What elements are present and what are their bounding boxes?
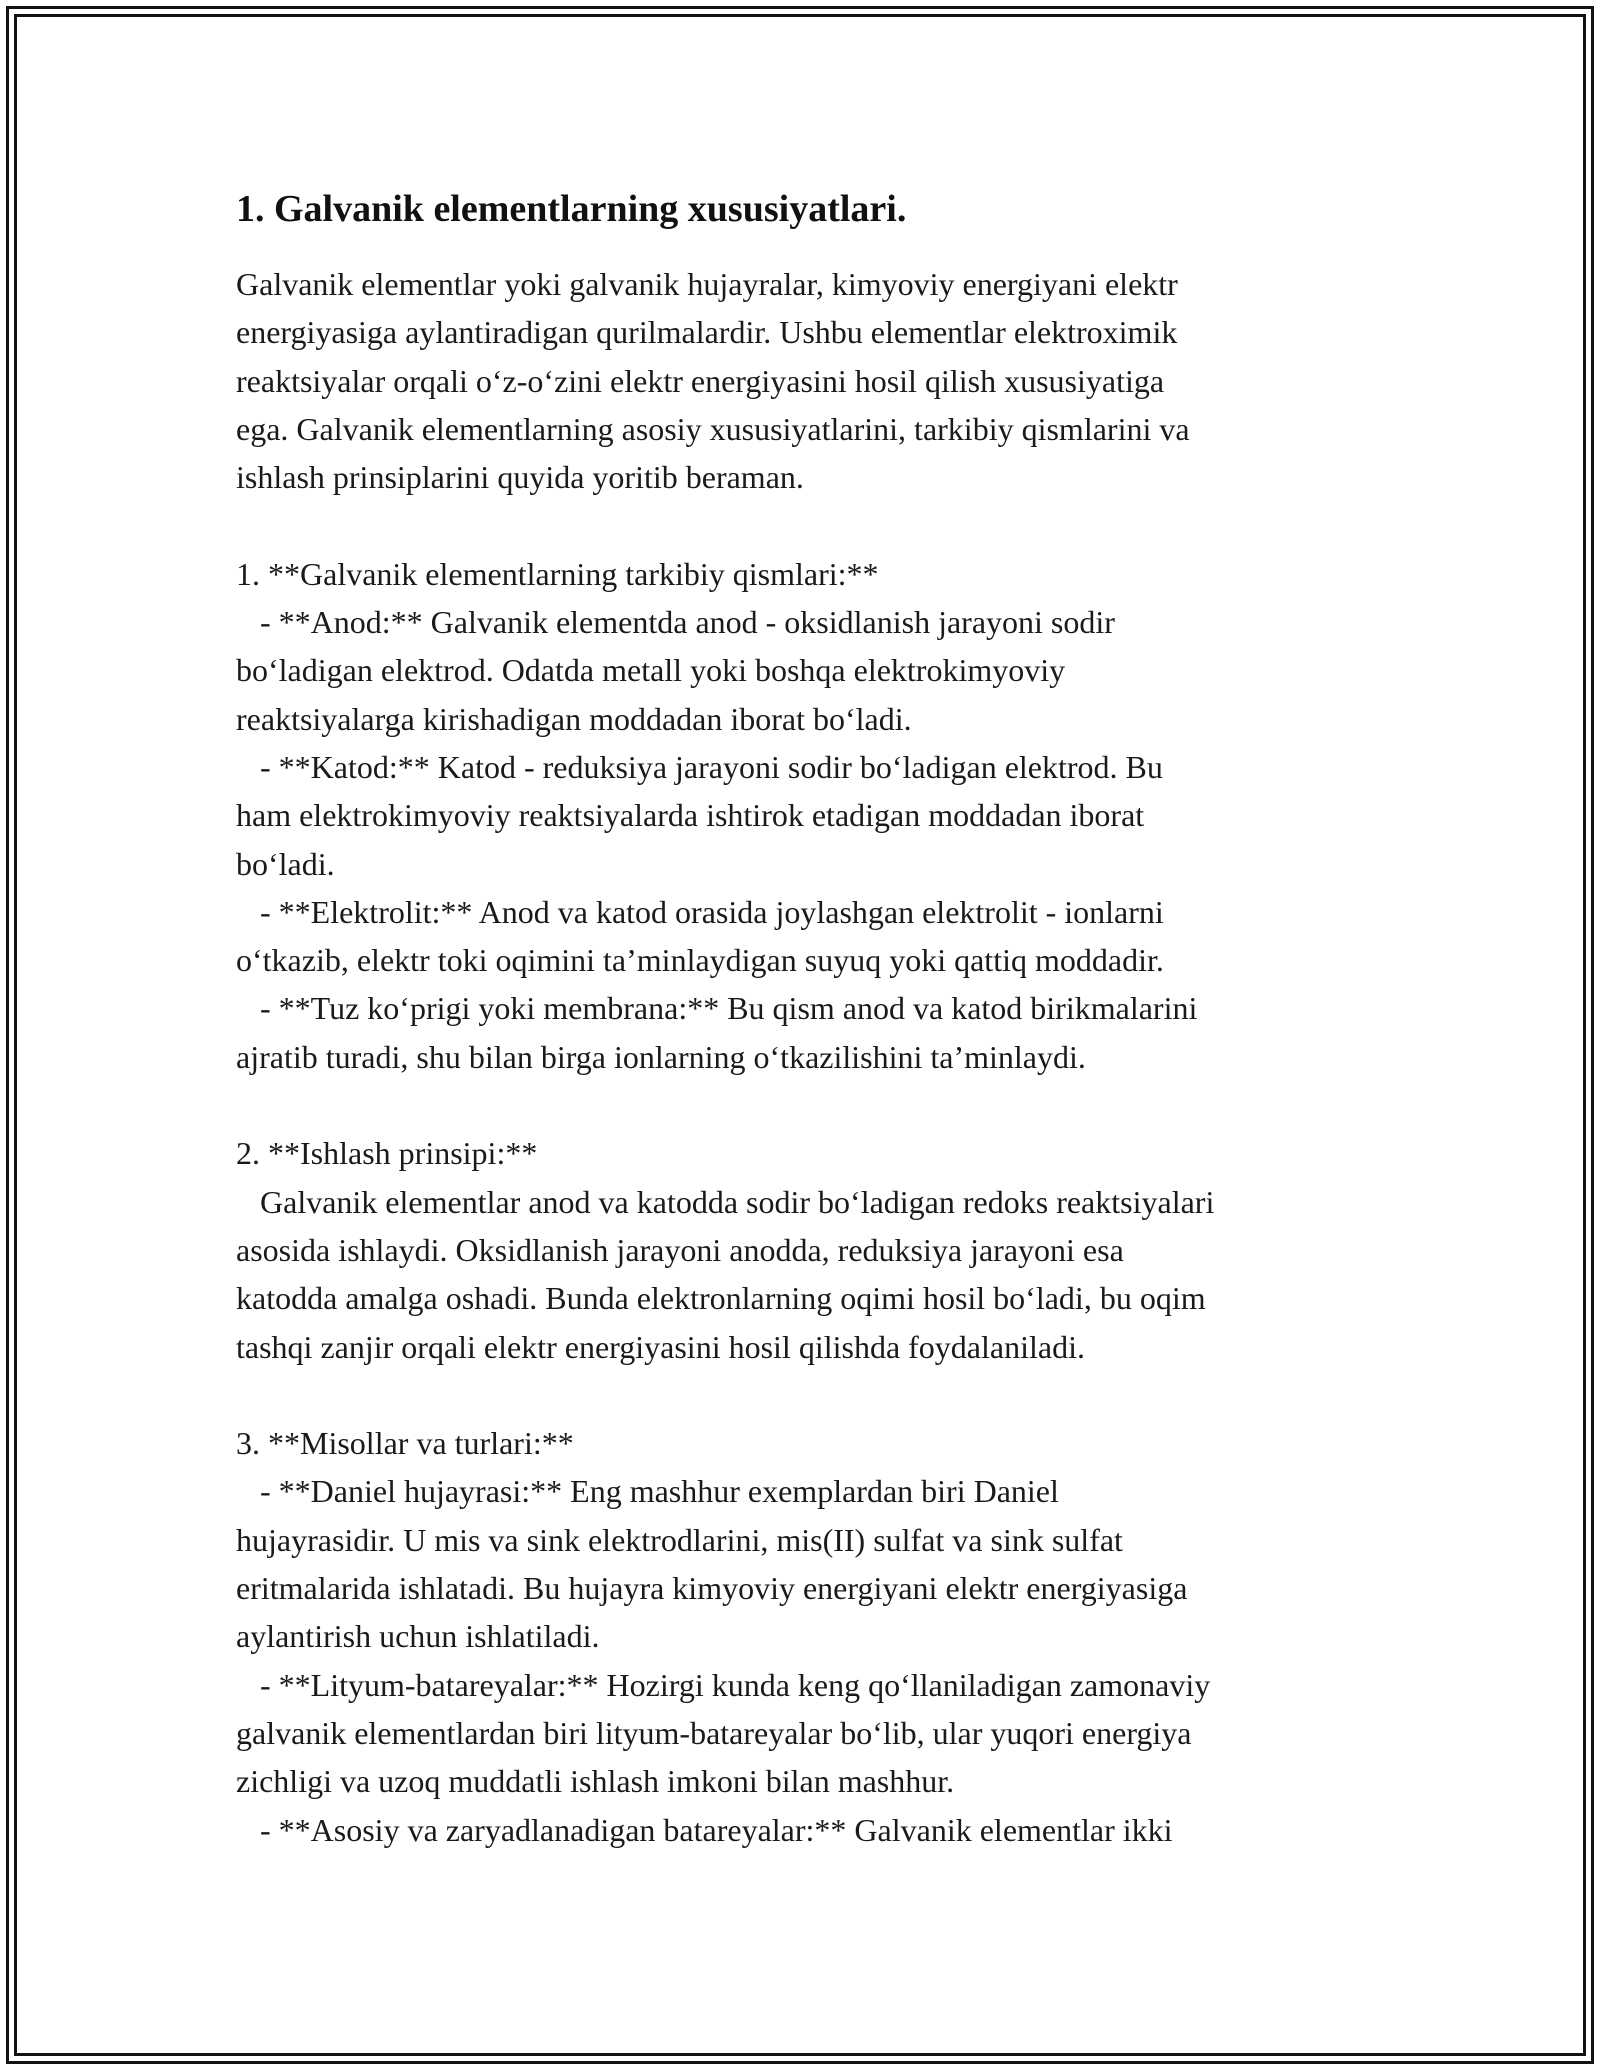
text-line: asosida ishlaydi. Oksidlanish jarayoni anodda, reduksiya jarayoni esa — [236, 1231, 1124, 1268]
text-line: - **Tuz ko‘prigi yoki membrana:** Bu qism anod va katod birikmalarini — [236, 990, 1198, 1027]
text-line: - **Katod:** Katod - reduksiya jarayoni sodir bo‘ladigan elektrod. Bu — [236, 748, 1163, 785]
text-line: energiyasiga aylantiradigan qurilmalardir. Ushbu elementlar elektroximik — [236, 314, 1178, 351]
text-line: 1. **Galvanik elementlarning tarkibiy qismlari:** — [236, 555, 879, 592]
text-line: - **Anod:** Galvanik elementda anod - oksidlanish jarayoni sodir — [236, 604, 1115, 641]
text-line: o‘tkazib, elektr toki oqimini ta’minlaydigan suyuq yoki qattiq moddadir. — [236, 942, 1164, 979]
blank-line — [236, 1371, 1372, 1419]
text-line: bo‘ladigan elektrod. Odatda metall yoki boshqa elektrokimyoviy — [236, 652, 1066, 689]
text-line: ega. Galvanik elementlarning asosiy xususiyatlarini, tarkibiy qismlarini va — [236, 410, 1190, 447]
text-line: ham elektrokimyoviy reaktsiyalarda ishtirok etadigan moddadan iborat — [236, 797, 1145, 834]
text-line: - **Daniel hujayrasi:** Eng mashhur exemplardan biri Daniel — [236, 1473, 1059, 1510]
text-line: - **Lityum-batareyalar:** Hozirgi kunda keng qo‘llaniladigan zamonaviy — [236, 1666, 1211, 1703]
text-line: eritmalarida ishlatadi. Bu hujayra kimyoviy energiyani elektr energiyasiga — [236, 1570, 1188, 1607]
blank-line — [236, 501, 1372, 549]
text-line: tashqi zanjir orqali elektr energiyasini hosil qilishda foydalaniladi. — [236, 1328, 1085, 1365]
text-line: reaktsiyalar orqali o‘z-o‘zini elektr energiyasini hosil qilish xususiyatiga — [236, 362, 1165, 399]
document-body — [236, 186, 1372, 1854]
text-line: galvanik elementlardan biri lityum-batareyalar bo‘lib, ular yuqori energiya — [236, 1714, 1192, 1751]
text-line: hujayrasidir. U mis va sink elektrodlarini, mis(II) sulfat va sink sulfat — [236, 1521, 1123, 1558]
text-line: 3. **Misollar va turlari:** — [236, 1425, 574, 1462]
text-line: Galvanik elementlar yoki galvanik hujayralar, kimyoviy energiyani elektr — [236, 266, 1178, 302]
text-line: Galvanik elementlar anod va katodda sodir bo‘ladigan redoks reaktsiyalari — [236, 1183, 1215, 1220]
text-line: zichligi va uzoq muddatli ishlash imkoni bilan mashhur. — [236, 1763, 955, 1800]
text-line: ishlash prinsiplarini quyida yoritib beraman. — [236, 459, 804, 496]
text-line: bo‘ladi. — [236, 845, 335, 882]
document-title: 1. Galvanik elementlarning xususiyatlari. — [236, 188, 907, 230]
text-line: ajratib turadi, shu bilan birga ionlarning o‘tkazilishini ta’minlaydi. — [236, 1038, 1086, 1075]
text-line: 2. **Ishlash prinsipi:** — [236, 1135, 538, 1172]
text-line: aylantirish uchun ishlatiladi. — [236, 1618, 600, 1655]
text-line: - **Elektrolit:** Anod va katod orasida joylashgan elektrolit - ionlarni — [236, 893, 1164, 930]
text-line: reaktsiyalarga kirishadigan moddadan iborat bo‘ladi. — [236, 700, 912, 737]
text-line: - **Asosiy va zaryadlanadigan batareyalar:** Galvanik elementlar ikki — [236, 1811, 1173, 1848]
text-line: katodda amalga oshadi. Bunda elektronlarning oqimi hosil bo‘ladi, bu oqim — [236, 1280, 1206, 1317]
blank-line — [236, 1081, 1372, 1129]
document-text — [236, 260, 1372, 1854]
